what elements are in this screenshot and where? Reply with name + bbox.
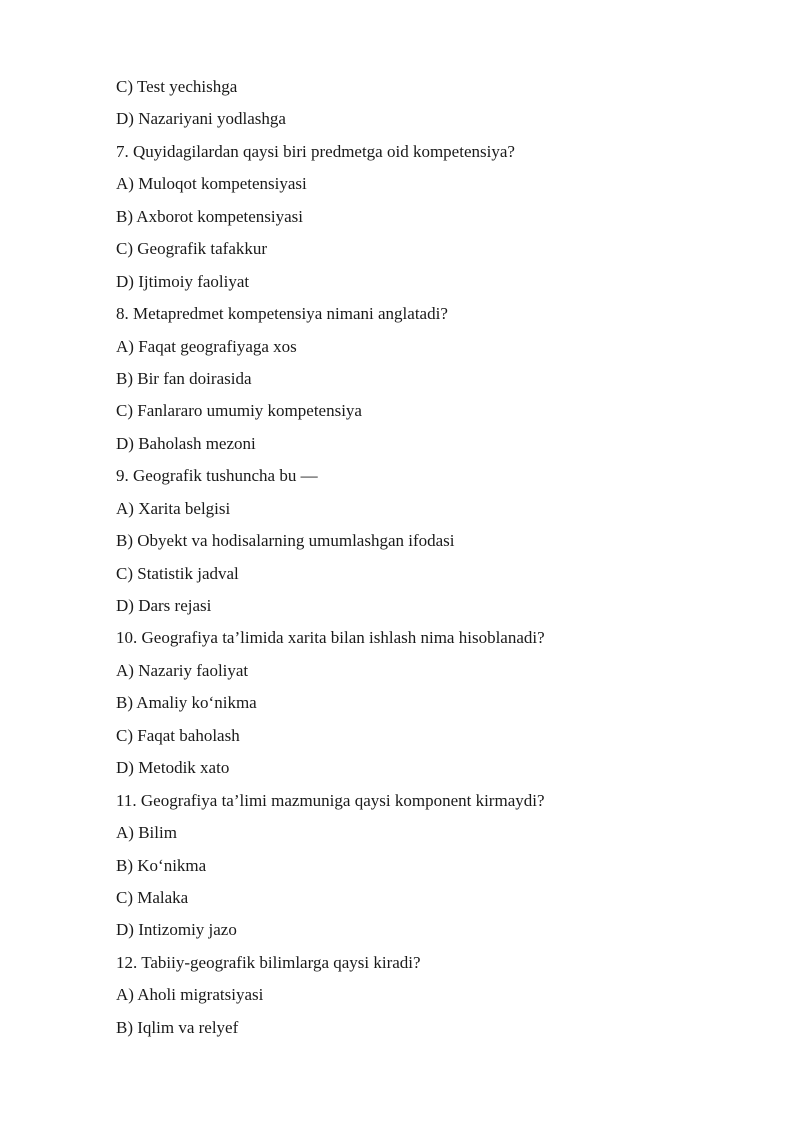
- option-line: B) Amaliy ko‘nikma: [116, 693, 257, 713]
- question-line: 8. Metapredmet kompetensiya nimani anglatadi?: [116, 304, 448, 324]
- option-line: B) Obyekt va hodisalarning umumlashgan ifodasi: [116, 531, 455, 551]
- option-line: D) Nazariyani yodlashga: [116, 109, 286, 129]
- option-line: B) Ko‘nikma: [116, 855, 207, 875]
- question-line: 10. Geografiya ta’limida xarita bilan ishlash nima hisoblanadi?: [116, 628, 545, 648]
- option-line: C) Malaka: [116, 887, 189, 907]
- text-body: [116, 71, 756, 1044]
- option-line: B) Bir fan doirasida: [116, 368, 252, 388]
- question-line: 9. Geografik tushuncha bu —: [116, 466, 318, 486]
- option-line: B) Iqlim va relyef: [116, 1017, 239, 1037]
- option-line: D) Baholash mezoni: [116, 433, 256, 453]
- option-line: A) Bilim: [116, 823, 177, 843]
- option-line: C) Fanlararo umumiy kompetensiya: [116, 401, 362, 421]
- question-line: 11. Geografiya ta’limi mazmuniga qaysi komponent kirmaydi?: [116, 790, 545, 810]
- option-line: D) Intizomiy jazo: [116, 920, 237, 940]
- option-line: B) Axborot kompetensiyasi: [116, 206, 303, 226]
- option-line: A) Aholi migratsiyasi: [116, 985, 264, 1005]
- option-line: A) Faqat geografiyaga xos: [116, 336, 297, 356]
- option-line: D) Dars rejasi: [116, 596, 212, 615]
- option-line: C) Statistik jadval: [116, 563, 239, 583]
- question-line: 12. Tabiiy-geografik bilimlarga qaysi kiradi?: [116, 952, 421, 972]
- option-line: C) Geografik tafakkur: [116, 239, 268, 259]
- option-line: A) Nazariy faoliyat: [116, 660, 249, 680]
- option-line: A) Muloqot kompetensiyasi: [116, 174, 307, 194]
- option-line: D) Ijtimoiy faoliyat: [116, 271, 250, 291]
- option-line: A) Xarita belgisi: [116, 498, 231, 518]
- question-line: 7. Quyidagilardan qaysi biri predmetga oid kompetensiya?: [116, 141, 515, 161]
- option-line: C) Test yechishga: [116, 77, 238, 96]
- option-line: C) Faqat baholash: [116, 725, 240, 745]
- option-line: D) Metodik xato: [116, 758, 230, 778]
